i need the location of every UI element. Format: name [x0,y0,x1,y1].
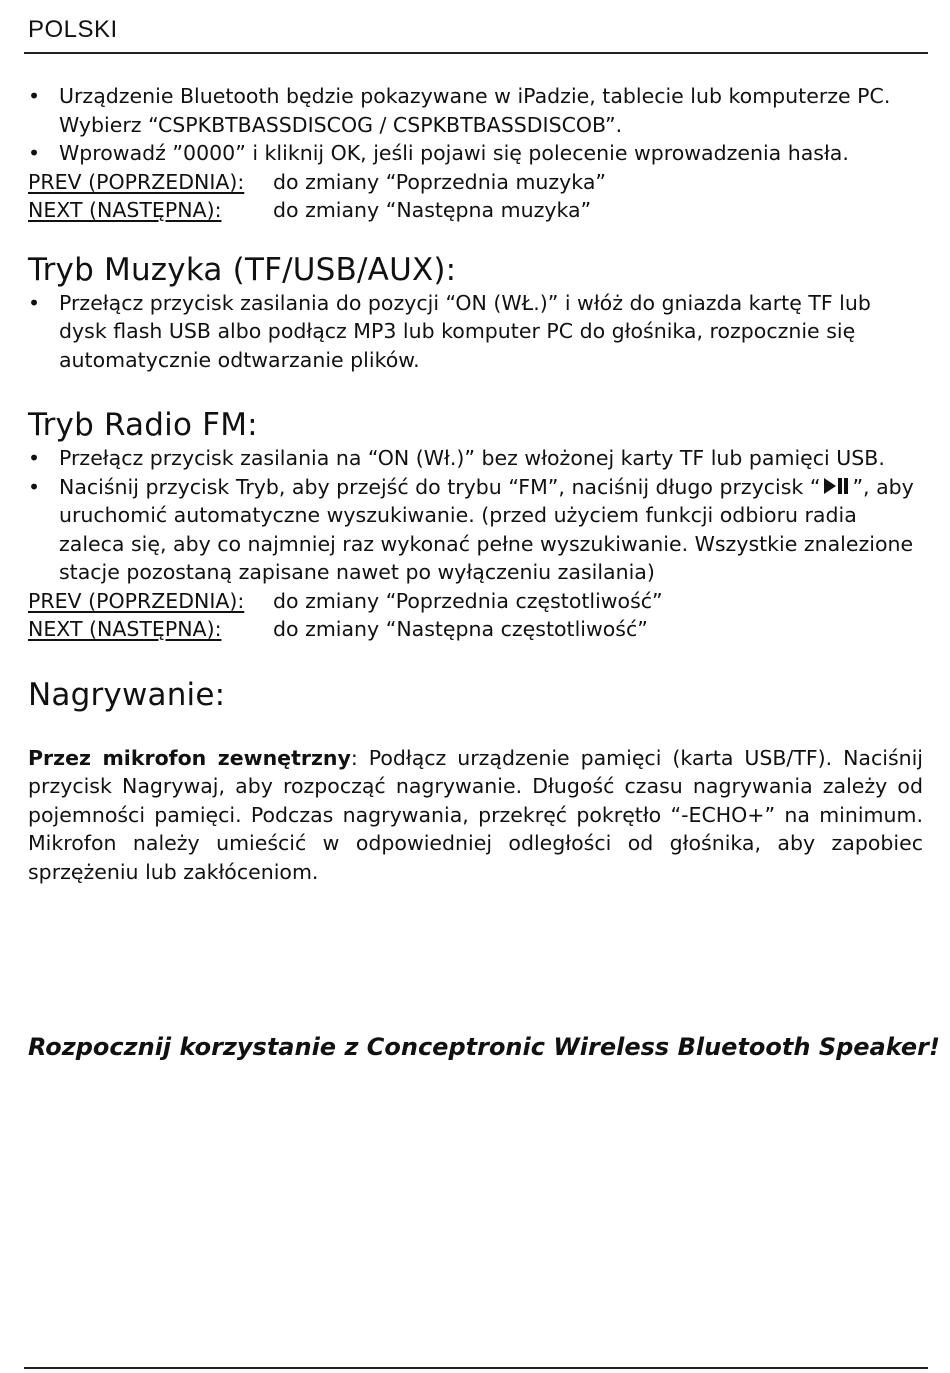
recording-lead: Przez mikrofon zewnętrzny [28,745,351,770]
list-item [28,139,923,168]
next-key: NEXT (NASTĘPNA): [28,617,222,641]
prev-value: do zmiany “Poprzednia częstotliwość” [273,588,663,613]
bullet-icon: • [28,141,41,165]
bullet-icon: • [28,474,41,499]
list-item [28,473,923,587]
bullet-icon: • [28,290,41,315]
bullet-icon: • [28,84,41,108]
prev-key: PREV (POPRZEDNIA): [28,169,245,194]
bullet-text: Przełącz przycisk zasilania na “ON (Wł.)” bez włożonej karty TF lub pamięci USB. [59,446,885,470]
bluetooth-prev-row [28,168,923,197]
list-item [28,444,923,473]
recording-text: : Podłącz urządzenie pamięci (karta USB/TF). Naciśnij przycisk Nagrywaj, aby rozpocząć nagrywanie. Długość czasu nagrywania zależy od pojemności pamięci. Podczas nagrywania, przekręć pokrętło “-ECHO+” na minimum. Mikrofon należy umieścić w odpowiedniej odległości od głośnika, aby zapobiec sprzężeniu lub zakłóceniom. [28,745,924,884]
footer-divider [24,1367,928,1369]
music-mode-heading: Tryb Muzyka (TF/USB/AUX): [28,251,457,288]
bullet-text: Przełącz przycisk zasilania do pozycji “ON (WŁ.)” i włóż do gniazda kartę TF lub dysk flash USB albo podłącz MP3 lub komputer PC do głośnika, rozpocznie się automatycznie odtwarzanie plików. [59,290,871,372]
radio-mode-bullet-list [28,444,923,587]
closing-statement: Rozpocznij korzystanie z Conceptronic Wireless Bluetooth Speaker! [28,1033,940,1061]
list-item [28,82,923,139]
bullet-text-before-icon: Naciśnij przycisk Tryb, aby przejść do trybu “FM”, naciśnij długo przycisk “ [59,474,821,499]
page-language-label: POLSKI [28,16,118,43]
radio-next-row [28,615,923,644]
bluetooth-next-row [28,196,923,225]
next-key: NEXT (NASTĘPNA): [28,198,222,222]
play-pause-icon [824,478,848,494]
list-item [28,289,923,375]
bluetooth-bullet-list [28,82,923,168]
music-mode-bullet-list [28,289,923,375]
recording-paragraph [28,744,923,887]
prev-key: PREV (POPRZEDNIA): [28,588,245,613]
prev-value: do zmiany “Poprzednia muzyka” [273,169,607,194]
header-divider [24,52,928,54]
recording-heading: Nagrywanie: [28,676,226,713]
next-value: do zmiany “Następna częstotliwość” [273,617,648,641]
bullet-text: Urządzenie Bluetooth będzie pokazywane w iPadzie, tablecie lub komputerze PC. Wybierz “CSPKBTBASSDISCOG / CSPKBTBASSDISCOB”. [59,84,891,137]
radio-mode-heading: Tryb Radio FM: [28,407,258,443]
bullet-text-after-icon: ”, aby uruchomić automatyczne wyszukiwanie. (przed użyciem funkcji odbioru radia zaleca się, aby co najmniej raz wykonać pełne wyszukiwanie. Wszystkie znalezione stacje pozostaną zapisane nawet po wyłączeniu zasilania) [59,474,914,584]
radio-prev-row [28,587,923,616]
bullet-text: Wprowadź ”0000” i kliknij OK, jeśli pojawi się polecenie wprowadzenia hasła. [59,141,849,165]
page-content [28,82,940,1063]
bullet-icon: • [28,446,41,470]
next-value: do zmiany “Następna muzyka” [273,198,592,222]
